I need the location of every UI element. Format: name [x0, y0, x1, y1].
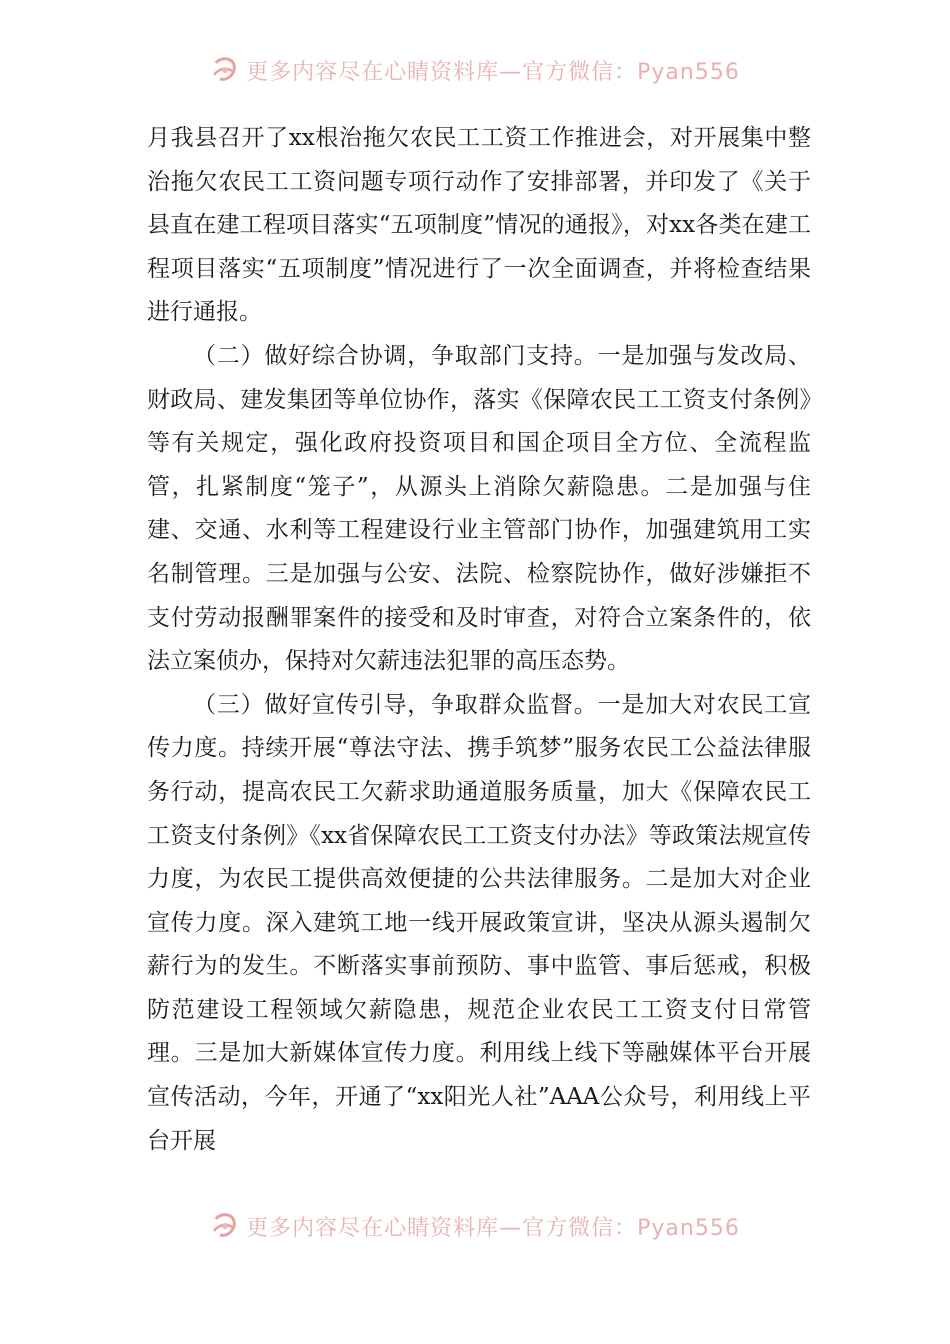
paragraph-continuation: 月我县召开了xx根治拖欠农民工工资工作推进会，对开展集中整治拖欠农民工工资问题专项行动作了安排部署，并印发了《关于县直在建工程项目落实“五项制度”情况的通报》，对xx各类在建工程项目落实“五项制度”情况进行了一次全面调查，并将检查结果进行通报。	[147, 125, 811, 326]
watermark-logo-icon	[210, 1211, 240, 1241]
watermark-logo-icon	[210, 55, 240, 85]
document-body	[147, 117, 811, 1163]
watermark-text: 更多内容尽在心睛资料库—官方微信：Pyan556	[246, 59, 740, 85]
paragraph-section-2: （二）做好综合协调，争取部门支持。一是加强与发改局、财政局、建发集团等单位协作，落实《保障农民工工资支付条例》等有关规定，强化政府投资项目和国企项目全方位、全流程监管，扎紧制度“笼子”，从源头上消除欠薪隐患。二是加强与住建、交通、水利等工程建设行业主管部门协作，加强建筑用工实名制管理。三是加强与公安、法院、检察院协作，做好涉嫌拒不支付劳动报酬罪案件的接受和及时审查，对符合立案条件的，依法立案侦办，保持对欠薪违法犯罪的高压态势。	[147, 342, 811, 675]
header-watermark	[0, 52, 950, 88]
paragraph-section-3: （三）做好宣传引导，争取群众监督。一是加大对农民工宣传力度。持续开展“尊法守法、携手筑梦”服务农民工公益法律服务行动，提高农民工欠薪求助通道服务质量，加大《保障农民工工资支付条例》《xx省保障农民工工资支付办法》等政策法规宣传力度，为农民工提供高效便捷的公共法律服务。二是加大对企业宣传力度。深入建筑工地一线开展政策宣讲，坚决从源头遏制欠薪行为的发生。不断落实事前预防、事中监管、事后惩戒，积极防范建设工程领域欠薪隐患，规范企业农民工工资支付日常管理。三是加大新媒体宣传力度。利用线上线下等融媒体平台开展宣传活动，今年，开通了“xx阳光人社”AAA公众号，利用线上平台开展	[147, 691, 811, 1154]
footer-watermark	[0, 1208, 950, 1244]
watermark-text: 更多内容尽在心睛资料库—官方微信：Pyan556	[246, 1215, 740, 1241]
